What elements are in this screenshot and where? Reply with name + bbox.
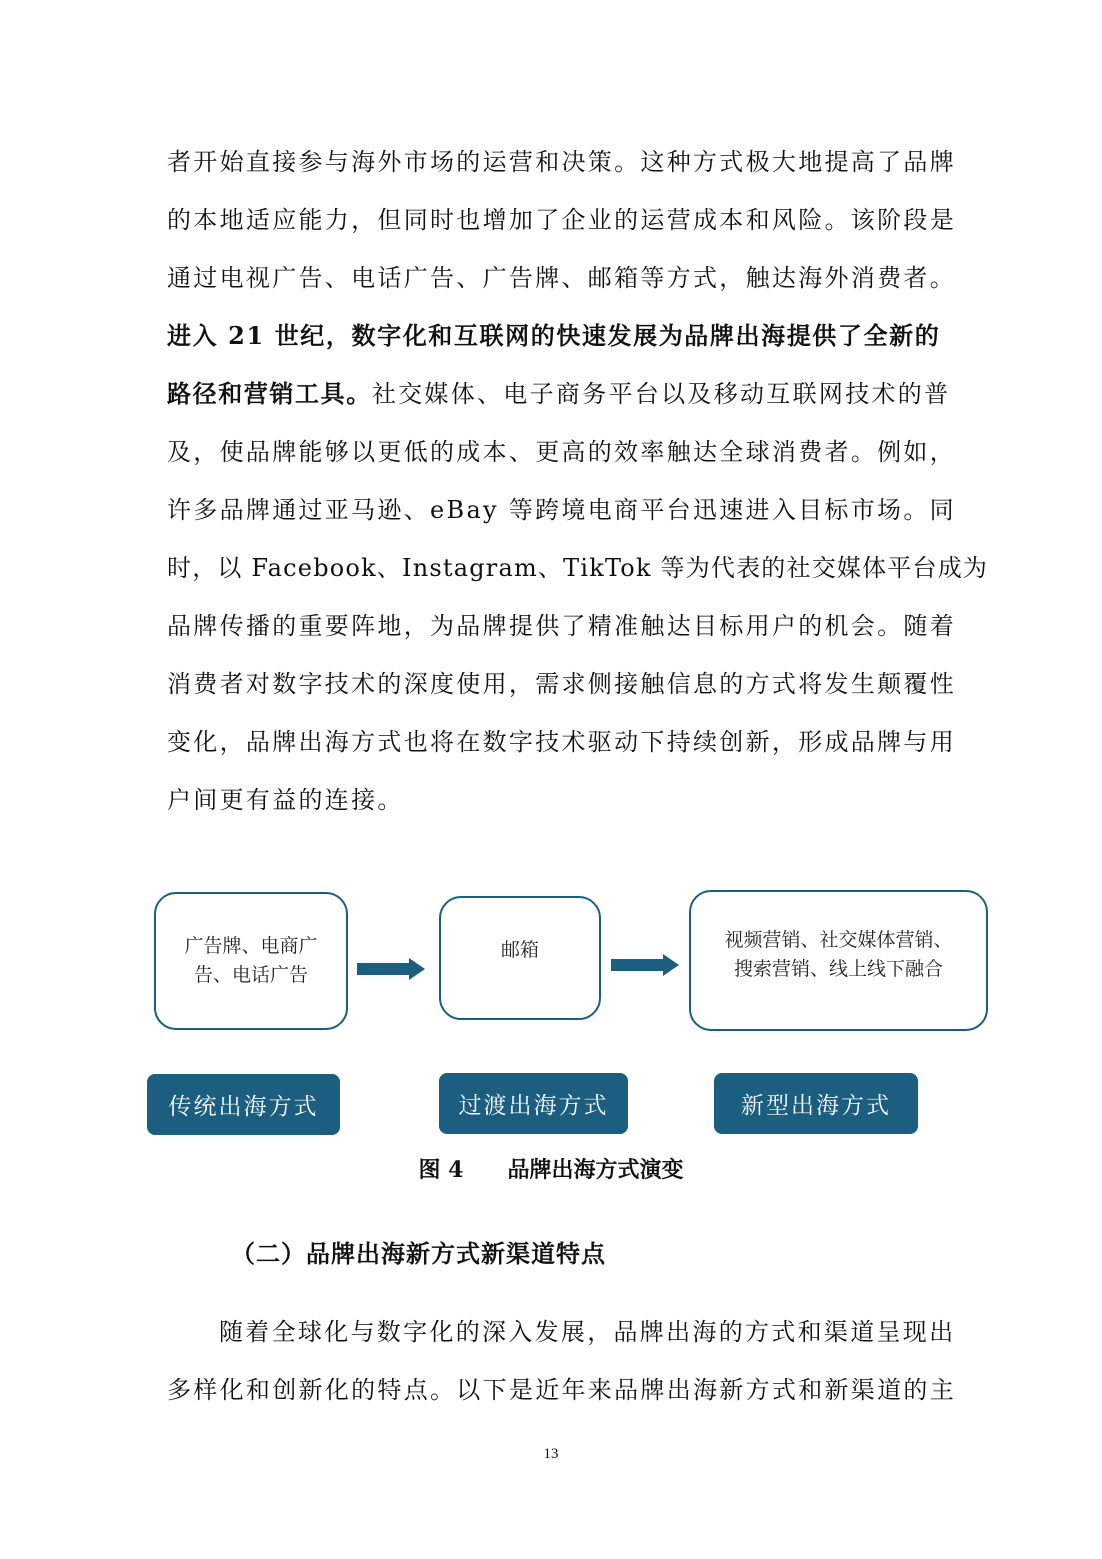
figure-number: 图 4	[418, 1157, 464, 1183]
bold-text-line: 进入 21 世纪，数字化和互联网的快速发展为品牌出海提供了全新的	[167, 321, 941, 350]
body-text-line: 多样化和创新化的特点。以下是近年来品牌出海新方式和新渠道的主	[167, 1376, 956, 1404]
label-transitional: 过渡出海方式	[439, 1073, 628, 1134]
arrow-right-icon	[611, 954, 679, 976]
box-text: 广告牌、电商广	[184, 935, 318, 957]
figure-caption	[0, 1153, 1102, 1184]
box-text: 邮箱	[500, 938, 539, 961]
body-text-line: 通过电视广告、电话广告、广告牌、邮箱等方式，触达海外消费者。	[167, 264, 956, 292]
figure-title: 品牌出海方式演变	[507, 1157, 684, 1183]
box-text: 视频营销、社交媒体营销、	[724, 928, 953, 951]
body-text-line: 及，使品牌能够以更低的成本、更高的效率触达全球消费者。例如，	[167, 438, 956, 466]
stage-box-transitional	[439, 896, 601, 1020]
body-text-line: 品牌传播的重要阵地，为品牌提供了精准触达目标用户的机会。随着	[167, 612, 956, 640]
body-text-line: 时，以 Facebook、Instagram、TikTok 等为代表的社交媒体平台成为	[167, 554, 989, 582]
label-traditional: 传统出海方式	[147, 1074, 340, 1135]
stage-box-traditional	[154, 892, 348, 1030]
section-heading: （二）品牌出海新方式新渠道特点	[231, 1239, 606, 1268]
body-text-line: 者开始直接参与海外市场的运营和决策。这种方式极大地提高了品牌	[167, 148, 956, 176]
body-text-line: 户间更有益的连接。	[167, 786, 404, 814]
body-text: 社交媒体、电子商务平台以及移动互联网技术的普	[371, 380, 951, 408]
stage-box-new	[689, 890, 988, 1031]
body-text-line: 许多品牌通过亚马逊、eBay 等跨境电商平台迅速进入目标市场。同	[167, 496, 956, 524]
body-text-line: 的本地适应能力，但同时也增加了企业的运营成本和风险。该阶段是	[167, 206, 956, 234]
box-text: 告、电话广告	[193, 964, 308, 986]
body-text-line: 消费者对数字技术的深度使用，需求侧接触信息的方式将发生颠覆性	[167, 670, 956, 698]
body-text-line: 变化，品牌出海方式也将在数字技术驱动下持续创新，形成品牌与用	[167, 728, 956, 756]
body-text-line	[167, 379, 951, 409]
arrow-right-icon	[357, 958, 425, 980]
label-new: 新型出海方式	[714, 1073, 918, 1134]
bold-lead-text: 路径和营销工具。	[167, 379, 372, 408]
body-text-line: 随着全球化与数字化的深入发展，品牌出海的方式和渠道呈现出	[219, 1318, 956, 1346]
box-text: 搜索营销、线上线下融合	[733, 957, 943, 980]
page-number: 13	[543, 1446, 559, 1462]
